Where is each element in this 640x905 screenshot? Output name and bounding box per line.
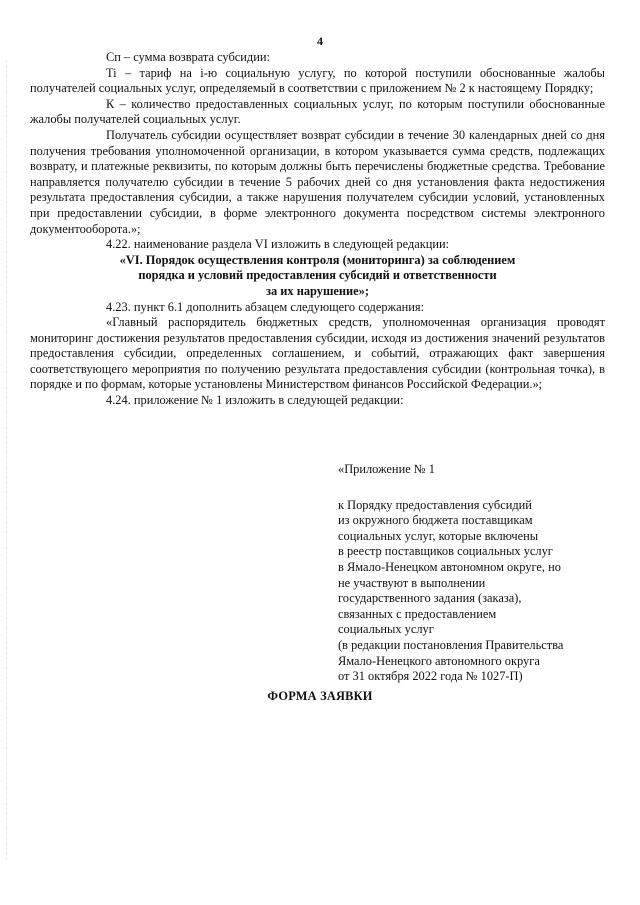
appendix-line: (в редакции постановления Правительства	[338, 637, 564, 652]
document-body	[30, 50, 605, 409]
scan-edge-line	[6, 60, 8, 860]
paragraph: «Главный распорядитель бюджетных средств, уполномоченная организация проводят мониторинг достижения результатов предоставления субсидии, исходя из достижения значений результатов предоставления субсидии, определенных соглашением, и событий, отражающих факт завершения соответствующего мероприятия по получению результата предоставления субсидии (контрольная точка), в порядке и по формам, которые установлены Министерством финансов Российской Федерации.»;	[30, 315, 605, 392]
appendix-title: «Приложение № 1	[338, 462, 435, 476]
section-heading-line: за их нарушение»;	[265, 283, 370, 298]
appendix-header	[338, 462, 638, 685]
paragraph: 4.23. пункт 6.1 дополнить абзацем следующего содержания:	[106, 299, 425, 314]
page-number: 4	[317, 34, 323, 48]
appendix-line: связанных с предоставлением	[338, 606, 497, 621]
appendix-line: социальных услуг	[338, 622, 434, 637]
section-heading-line: порядка и условий предоставления субсидий и ответственности	[138, 268, 497, 283]
appendix-line: из окружного бюджета поставщикам	[338, 513, 533, 528]
appendix-line: от 31 октября 2022 года № 1027-П)	[338, 669, 523, 684]
paragraph: 4.22. наименование раздела VI изложить в следующей редакции:	[106, 237, 450, 252]
appendix-line: в Ямало-Ненецком автономном округе, но	[338, 559, 561, 574]
appendix-line: не участвуют в выполнении	[338, 575, 486, 590]
paragraph: К – количество предоставленных социальных услуг, по которым поступили обоснованные жалобы получателей социальных услуг.	[30, 96, 605, 127]
paragraph: 4.24. приложение № 1 изложить в следующей редакции:	[106, 393, 404, 408]
paragraph: Получатель субсидии осуществляет возврат субсидии в течение 30 календарных дней со дня получения требования уполномоченной организации, в котором указывается сумма средств, подлежащих возврату, и платежные реквизиты, по которым должны быть перечислены бюджетные средства. Требование направляется получателю субсидии в течение 5 рабочих дней со дня установления факта недостижения результата предоставления субсидии, а также нарушения получателем субсидии условий, установленных при предоставлении субсидии, в форме электронного документа посредством системы электронного документооборота.»;	[30, 127, 605, 236]
appendix-line: Ямало-Ненецкого автономного округа	[338, 653, 540, 668]
appendix-line: в реестр поставщиков социальных услуг	[338, 544, 553, 559]
paragraph: Сп – сумма возврата субсидии:	[106, 50, 270, 64]
appendix-line: государственного задания (заказа),	[338, 591, 522, 606]
paragraph: Ti – тариф на i-ю социальную услугу, по которой поступили обоснованные жалобы получателей социальных услуг, определяемый в соответствии с приложением № 2 к настоящему Порядку;	[30, 65, 605, 96]
appendix-line: к Порядку предоставления субсидий	[338, 497, 532, 512]
section-heading-line: «VI. Порядок осуществления контроля (мониторинга) за соблюдением	[119, 252, 516, 267]
form-title: ФОРМА ЗАЯВКИ	[267, 689, 373, 703]
appendix-line: социальных услуг, которые включены	[338, 528, 539, 543]
